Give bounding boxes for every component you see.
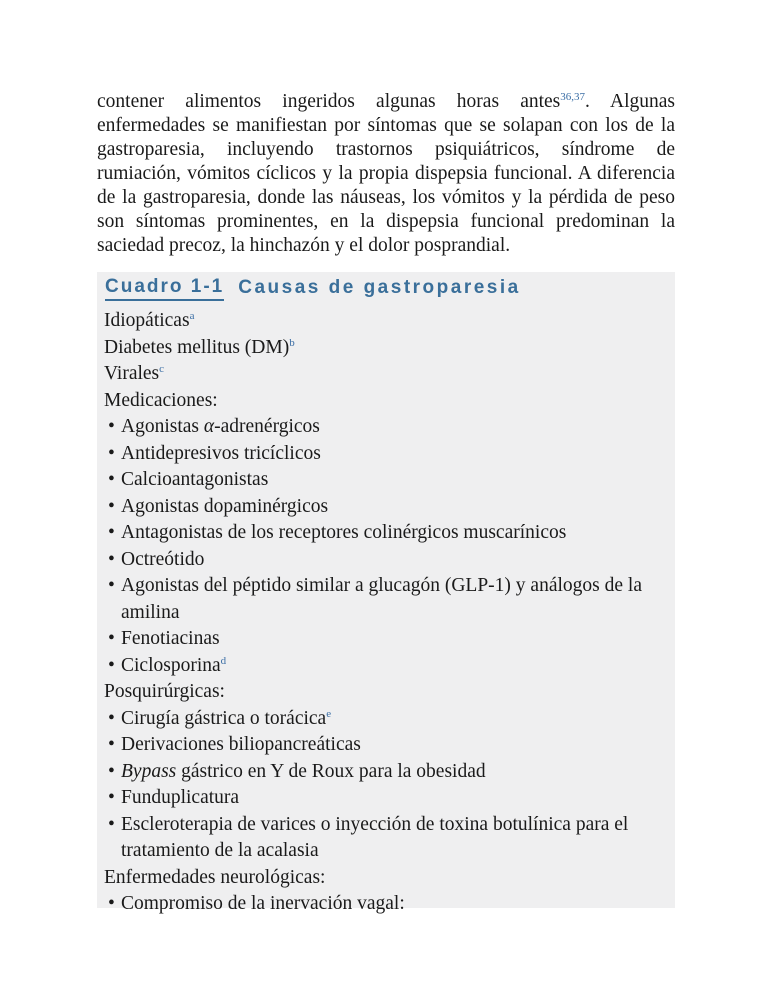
list-item: Diabetes mellitus (DM)$^b$ (104, 336, 295, 358)
bullet-icon: • (108, 416, 115, 437)
causes-list (104, 308, 670, 918)
intro-paragraph (97, 90, 675, 258)
bullet-icon: • (108, 893, 115, 914)
footnote-ref[interactable]: c (159, 363, 165, 375)
bullet-icon: • (108, 575, 115, 596)
list-item: • Octreótido (104, 547, 670, 574)
bullet-icon: • (108, 522, 115, 543)
bullet-icon: • (108, 548, 115, 570)
bullet-icon: • (108, 442, 115, 464)
list-item: Idiopáticas$^a$ (104, 310, 195, 331)
footnote-ref[interactable]: b (289, 336, 295, 349)
section-heading: Medicaciones: (104, 389, 218, 411)
box-header (105, 272, 521, 304)
intro-text-1: contener alimentos ingeridos algunas horas antes (97, 91, 561, 112)
list-item: • Agonistas del péptido similar a glucagón (GLP-1) y análogos de la amilina (108, 575, 642, 623)
list-item: • Cirugía gástrica o torácica$^e$ (104, 706, 670, 733)
list-item: • Funduplicatura (104, 785, 670, 812)
box-number: Cuadro 1-1 (105, 276, 224, 301)
bullet-icon: • (108, 654, 115, 676)
footnote-ref[interactable]: d (220, 654, 227, 667)
list-item: • Compromiso de la inervación vagal: (104, 891, 670, 918)
box-title: Causas de gastroparesia (238, 277, 521, 298)
footnote-ref[interactable]: a (189, 310, 195, 322)
list-item: • Agonistas dopaminérgicos (104, 494, 670, 521)
list-item: • Bypass gástrico en Y de Roux para la obesidad (104, 759, 670, 786)
bullet-icon: • (108, 495, 115, 517)
list-item: • Derivaciones biliopancreáticas (104, 732, 670, 759)
list-item: • Fenotiacinas (104, 626, 670, 653)
list-item: • Antidepresivos tricíclicos (104, 441, 670, 468)
bullet-icon: • (108, 734, 115, 755)
bullet-icon: • (108, 707, 115, 729)
bullet-icon: • (108, 760, 115, 782)
bullet-icon: • (108, 787, 115, 808)
list-item: • Ciclosporina$^d$ (104, 653, 670, 680)
list-item: • Agonistas α-adrenérgicos (104, 414, 670, 441)
list-item: • Antagonistas de los receptores colinérgicos muscarínicos (104, 520, 670, 547)
section-heading: Enfermedades neurológicas: (104, 866, 326, 888)
table-box (97, 272, 675, 914)
bullet-icon: • (108, 628, 115, 649)
bullet-icon: • (108, 813, 115, 835)
citation-ref[interactable]: 36,37 (560, 91, 586, 103)
list-item: • Escleroterapia de varices o inyección de toxina botulínica para el tratamiento de la acalasia (108, 813, 629, 861)
footnote-ref[interactable]: e (326, 707, 332, 720)
bullet-icon: • (108, 469, 115, 490)
list-item: Virales$^c$ (104, 363, 165, 384)
intro-text-2: . Algunas enfermedades se manifiestan por síntomas que se solapan con los de la gastroparesia, incluyendo trastornos psiquiátricos, síndrome de rumiación, vómitos cíclicos y la propia dispepsia funcional. A diferencia de la gastroparesia, donde las náuseas, los vómitos y la pérdida de peso son síntomas prominentes, en la dispepsia funcional predominan la saciedad precoz, la hinchazón y el dolor posprandial. (97, 91, 676, 256)
section-heading: Posquirúrgicas: (104, 681, 225, 702)
list-item: • Calcioantagonistas (104, 467, 670, 494)
